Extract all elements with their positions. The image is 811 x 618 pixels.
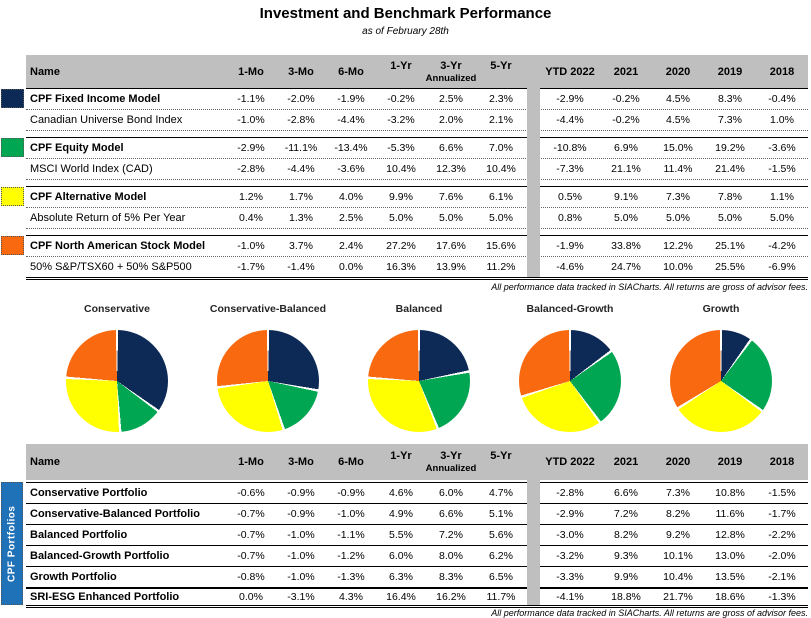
cell: -0.2% [612,93,640,105]
cell: -1.2% [337,550,365,562]
pie-title-balanced-growth: Balanced-Growth [526,303,614,315]
footnote: All performance data tracked in SIACharts. All returns are gross of advisor fees. [491,608,808,618]
cell: -4.2% [768,240,796,252]
cell: -3.0% [556,529,584,541]
cell: 11.6% [715,508,745,520]
cell: 4.0% [339,191,363,203]
swatch-equity-model [1,138,24,157]
cell: 9.9% [614,571,638,583]
divider-strip [527,88,540,277]
cell: 6.6% [614,487,638,499]
swatch-na-stock-model [1,236,24,255]
portfolios-table [26,444,808,608]
table-row [26,503,808,524]
cell: 13.0% [715,550,745,562]
table-row [26,236,808,256]
cell: -1.7% [237,261,265,273]
cell: -2.9% [237,142,265,154]
cell: 19.2% [715,142,745,154]
cell: 21.7% [663,591,693,603]
cell: -3.6% [768,142,796,154]
header-cell-1yr [376,444,426,480]
header-cell-6mo: 6-Mo [338,65,364,78]
cell: 18.6% [715,591,745,603]
cell: 12.3% [436,163,466,175]
cell: 5.6% [489,529,513,541]
cell: 33.8% [611,240,641,252]
header-label: 1-Yr [390,450,412,462]
cell: 4.9% [389,508,413,520]
cell: 0.0% [339,261,363,273]
header-label: 3-Yr [440,450,462,462]
cell: 21.1% [611,163,641,175]
cell: -7.3% [556,163,584,175]
cell: -13.4% [334,142,368,154]
cell: 7.3% [666,191,690,203]
cell: 25.5% [715,261,745,273]
cell: 10.4% [486,163,516,175]
cell: 18.8% [611,591,641,603]
cell: -0.4% [768,93,796,105]
header-cell-3mo: 3-Mo [288,65,314,78]
row-name: Canadian Universe Bond Index [30,114,183,126]
pie-title-growth: Growth [702,303,740,315]
table-row [26,587,808,605]
header-cell-2020: 2020 [665,65,691,78]
cell: -2.1% [768,571,796,583]
cell: 0.8% [558,212,582,224]
header-label: 3-Yr [440,59,462,72]
cell: -4.4% [287,163,315,175]
cell: 16.2% [436,591,466,603]
cell: 8.3% [439,571,463,583]
cell: 12.2% [663,240,693,252]
cell: -0.6% [237,487,265,499]
divider-strip [527,480,540,605]
cell: 10.4% [386,163,416,175]
pie-title-conservative: Conservative [84,303,150,315]
cell: -2.0% [768,550,796,562]
cell: 7.6% [439,191,463,203]
cell: -1.4% [287,261,315,273]
header-cell-2019: 2019 [717,456,743,468]
header-cell-3mo: 3-Mo [288,456,314,468]
cell: 2.1% [489,114,513,126]
cell: 7.2% [439,529,463,541]
cell: 6.6% [439,508,463,520]
cell: 9.3% [614,550,638,562]
cell: 11.7% [486,591,516,603]
row-name: Balanced-Growth Portfolio [30,550,170,562]
cell: -2.8% [556,487,584,499]
pie-chart-conservative [66,330,168,432]
row-name: Growth Portfolio [30,571,117,583]
cell: -1.1% [237,93,265,105]
cell: -3.2% [387,114,415,126]
cell: 10.0% [663,261,693,273]
cell: -0.7% [237,550,265,562]
swatch-alternative-model [1,187,24,206]
cell: 1.7% [289,191,313,203]
cell: -10.8% [553,142,587,154]
header-cell-ytd: YTD 2022 [545,65,595,78]
cell: 1.3% [289,212,313,224]
cell: 5.0% [389,212,413,224]
cell: -4.4% [337,114,365,126]
row-name: MSCI World Index (CAD) [30,163,153,175]
cell: 5.5% [389,529,413,541]
cell: 15.6% [486,240,516,252]
header-spacer [526,55,540,88]
header-cell-2020: 2020 [665,456,691,468]
row-name: 50% S&P/TSX60 + 50% S&P500 [30,261,192,273]
cell: 12.8% [715,529,745,541]
cell: 2.0% [439,114,463,126]
cell: 5.0% [666,212,690,224]
cell: -0.2% [387,93,415,105]
cell: 21.4% [715,163,745,175]
cell: 8.2% [614,529,638,541]
cell: 8.2% [666,508,690,520]
model-group-alternative [26,186,808,229]
row-name: Absolute Return of 5% Per Year [30,212,186,224]
footnote: All performance data tracked in SIACharts. All returns are gross of advisor fees. [491,282,808,292]
cell: -1.1% [337,529,365,541]
cell: 24.7% [611,261,641,273]
cell: -1.0% [237,240,265,252]
cell: 9.9% [389,191,413,203]
cell: 8.3% [718,93,742,105]
portfolios-table-header [26,444,808,480]
cell: 5.1% [489,508,513,520]
cell: -1.9% [337,93,365,105]
table-row [26,109,808,130]
cell: -0.7% [237,508,265,520]
header-spacer [526,444,540,480]
cell: -1.0% [237,114,265,126]
cell: -1.0% [287,571,315,583]
cell: -1.7% [768,508,796,520]
row-name: CPF Fixed Income Model [30,93,161,105]
cell: 0.5% [558,191,582,203]
model-group-equity [26,137,808,180]
cell: -2.2% [768,529,796,541]
cell: -1.3% [337,571,365,583]
cell: 3.7% [289,240,313,252]
cell: 11.2% [486,261,516,273]
cell: -1.0% [337,508,365,520]
cell: -4.4% [556,114,584,126]
cell: -5.3% [387,142,415,154]
header-cell-2021: 2021 [613,65,639,78]
table-row [26,207,808,228]
pie-title-conservative-balanced: Conservative-Balanced [209,303,327,315]
cell: 4.5% [666,114,690,126]
cell: 8.0% [439,550,463,562]
portfolios-rows [26,482,808,608]
swatch-fixed-income-model [1,89,24,108]
cell: -4.1% [556,591,584,603]
cell: 0.4% [239,212,263,224]
header-cell-2019: 2019 [717,65,743,78]
row-name: Balanced Portfolio [30,529,128,541]
cell: 2.4% [339,240,363,252]
cell: -1.5% [768,487,796,499]
cell: 4.7% [489,487,513,499]
header-cell-3yr [426,55,476,88]
cell: -11.1% [284,142,318,154]
cell: 7.2% [614,508,638,520]
header-cell-1mo: 1-Mo [238,456,264,468]
cell: 5.0% [489,212,513,224]
pie-chart-conservative-balanced [217,330,319,432]
header-cell-ytd: YTD 2022 [545,456,595,468]
cell: 7.8% [718,191,742,203]
cell: -2.9% [556,508,584,520]
cell: -4.6% [556,261,584,273]
cell: 6.1% [489,191,513,203]
row-name: CPF Equity Model [30,142,124,154]
model-group-fixed-income [26,88,808,131]
cell: 10.1% [663,550,693,562]
cell: -3.6% [337,163,365,175]
table-row [26,482,808,503]
cell: 1.2% [239,191,263,203]
cell: -0.8% [237,571,265,583]
cell: 5.0% [439,212,463,224]
sidebar-label: CPF Portfolios [1,482,23,605]
cell: -0.9% [337,487,365,499]
cell: 7.3% [718,114,742,126]
header-cell-5yr [476,55,526,88]
cell: 6.2% [489,550,513,562]
cell: 10.4% [663,571,693,583]
cell: -1.0% [287,550,315,562]
table-row [26,158,808,179]
cell: -0.7% [237,529,265,541]
cell: 16.4% [386,591,416,603]
header-cell-3yr [426,444,476,480]
cell: -3.3% [556,571,584,583]
cell: 2.3% [489,93,513,105]
header-label: 5-Yr [490,59,512,72]
cell: -1.0% [287,529,315,541]
cell: 6.0% [389,550,413,562]
header-cell-name: Name [30,456,60,468]
table-row [26,89,808,109]
header-annualized-label: Annualized [425,72,477,84]
cell: 2.5% [439,93,463,105]
cell: -2.0% [287,93,315,105]
row-name: Conservative-Balanced Portfolio [30,508,200,520]
cell: 5.0% [614,212,638,224]
table-row [26,187,808,207]
cell: 6.3% [389,571,413,583]
pie-chart-growth [670,330,772,432]
header-annualized-label: Annualized [425,463,477,474]
cell: 4.3% [339,591,363,603]
models-table [26,55,808,280]
cell: 7.3% [666,487,690,499]
header-cell-2021: 2021 [613,456,639,468]
cell: -0.9% [287,508,315,520]
cell: 5.0% [770,212,794,224]
pie-title-balanced: Balanced [395,303,443,315]
row-name: SRI-ESG Enhanced Portfolio [30,591,180,603]
cell: 5.0% [718,212,742,224]
cell: -2.8% [237,163,265,175]
cell: 9.1% [614,191,638,203]
cell: 7.0% [489,142,513,154]
cell: 0.0% [239,591,263,603]
cell: 9.2% [666,529,690,541]
model-group-na-stock [26,235,808,280]
cell: -1.5% [768,163,796,175]
pie-chart-balanced-growth [519,330,621,432]
header-label: 5-Yr [490,450,512,462]
row-name: Conservative Portfolio [30,487,148,499]
pie-chart-balanced [368,330,470,432]
cell: 6.0% [439,487,463,499]
cell: -6.9% [768,261,796,273]
cell: -0.2% [612,114,640,126]
row-name: CPF Alternative Model [30,191,147,203]
cell: 17.6% [436,240,466,252]
table-row [26,566,808,587]
table-row [26,256,808,277]
cell: 13.5% [715,571,745,583]
cell: -0.9% [287,487,315,499]
cell: 4.6% [389,487,413,499]
cell: 6.5% [489,571,513,583]
cell: 2.5% [339,212,363,224]
cell: 15.0% [663,142,693,154]
cell: 6.9% [614,142,638,154]
header-cell-5yr [476,444,526,480]
header-cell-1yr [376,55,426,88]
cell: -2.8% [287,114,315,126]
cell: 27.2% [386,240,416,252]
cell: 4.5% [666,93,690,105]
cell: -3.1% [287,591,315,603]
header-cell-name: Name [30,65,60,78]
header-label: 1-Yr [390,59,412,72]
header-cell-1mo: 1-Mo [238,65,264,78]
row-name: CPF North American Stock Model [30,240,206,252]
header-cell-2018: 2018 [769,65,795,78]
table-row [26,138,808,158]
cell: 25.1% [715,240,745,252]
table-row [26,545,808,566]
page-subtitle: as of February 28th [362,26,449,37]
cell: -1.9% [556,240,584,252]
cell: -2.9% [556,93,584,105]
cell: 1.0% [770,114,794,126]
cell: -3.2% [556,550,584,562]
models-table-header [26,55,808,88]
page-title: Investment and Benchmark Performance [259,5,552,22]
cell: 11.4% [663,163,693,175]
cell: 16.3% [386,261,416,273]
cell: -1.3% [768,591,796,603]
cell: 13.9% [436,261,466,273]
cell: 6.6% [439,142,463,154]
cell: 10.8% [715,487,745,499]
header-cell-2018: 2018 [769,456,795,468]
table-row [26,524,808,545]
header-cell-6mo: 6-Mo [338,456,364,468]
cell: 1.1% [770,191,794,203]
